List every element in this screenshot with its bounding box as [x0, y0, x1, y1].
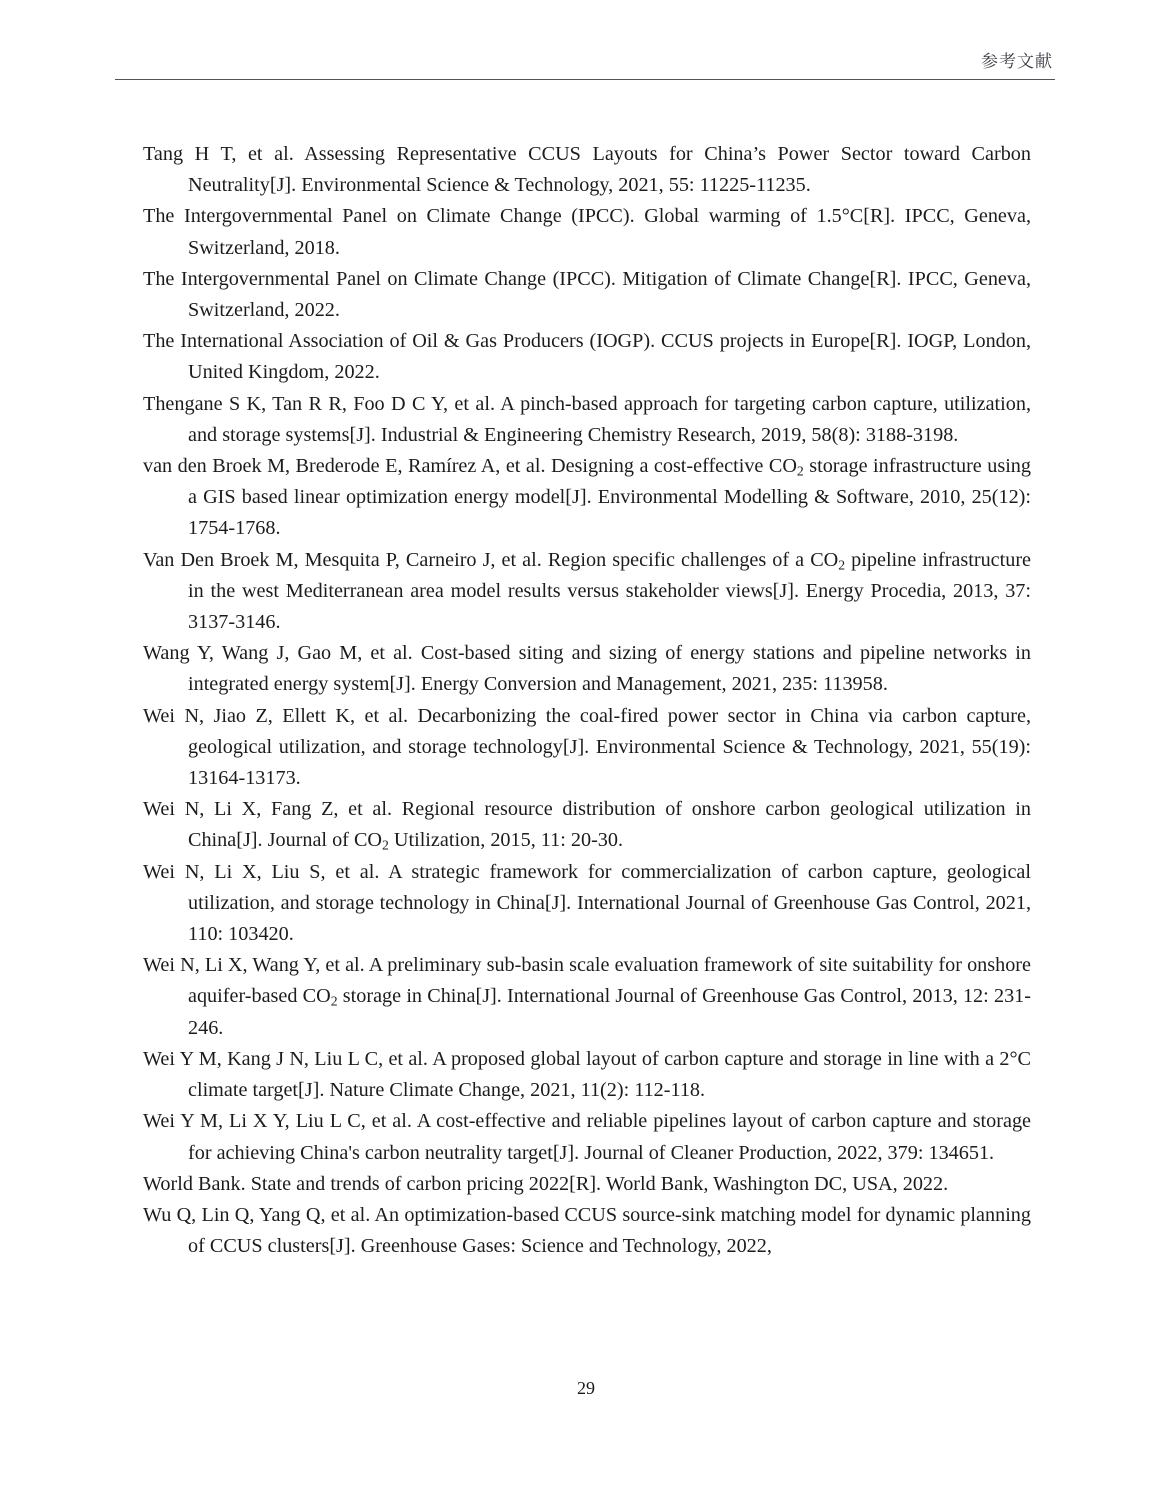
- ref-wei-ym-li: Wei Y M, Li X Y, Liu L C, et al. A cost-effective and reliable pipelines layout of carbon capture and storage for achieving China's carbon neutrality target[J]. Journal of Cleaner Production, 2022, 379: 134651.: [143, 1110, 1031, 1164]
- ref-wei-n-wang-y: Wei N, Li X, Wang Y, et al. A preliminary sub-basin scale evaluation framework of site suitability for onshore aquifer-based $CO_2$ storage in China[J]. International Journal of Greenhouse Gas Control, 2013, 12: 231-246.: [143, 954, 1031, 1039]
- ref-iogp: The International Association of Oil & Gas Producers (IOGP). CCUS projects in Europe[R]. IOGP, London, United Kingdom, 2022.: [143, 330, 1031, 384]
- running-header: [115, 52, 1055, 80]
- ref-wei-n-jiao: Wei N, Jiao Z, Ellett K, et al. Decarbonizing the coal-fired power sector in China via carbon capture, geological utilization, and storage technology[J]. Environmental Science & Technology, 2021, 55(19): 13164-13173.: [143, 704, 1031, 790]
- ref-van-den-broek-2010: van den Broek M, Brederode E, Ramírez A, et al. Designing a cost-effective $CO_2$ storage infrastructure using a GIS based linear optimization energy model[J]. Environmental Modelling & Software, 2010, 25(12): 1754-1768.: [143, 455, 1031, 540]
- ref-wei-n-liu-s: Wei N, Li X, Liu S, et al. A strategic framework for commercialization of carbon capture, geological utilization, and storage technology in China[J]. International Journal of Greenhouse Gas Control, 2021, 110: 103420.: [143, 860, 1031, 946]
- ref-wei-n-fang: Wei N, Li X, Fang Z, et al. Regional resource distribution of onshore carbon geological utilization in China[J]. Journal of $CO_2$ Utilization, 2015, 11: 20-30.: [143, 798, 1031, 854]
- header-title: 参考文献: [981, 52, 1053, 72]
- ref-wang-y: Wang Y, Wang J, Gao M, et al. Cost-based siting and sizing of energy stations and pipeline networks in integrated energy system[J]. Energy Conversion and Management, 2021, 235: 113958.: [143, 642, 1031, 696]
- page-footer: [0, 1378, 1172, 1399]
- ref-wei-ym-kang: Wei Y M, Kang J N, Liu L C, et al. A proposed global layout of carbon capture and storage in line with a 2°C climate target[J]. Nature Climate Change, 2021, 11(2): 112-118.: [143, 1047, 1031, 1102]
- ref-world-bank: World Bank. State and trends of carbon pricing 2022[R]. World Bank, Washington DC, USA, 2022.: [143, 1172, 949, 1195]
- page-number: 29: [577, 1378, 595, 1398]
- ref-wu-q: Wu Q, Lin Q, Yang Q, et al. An optimization-based CCUS source-sink matching model for dynamic planning of CCUS clusters[J]. Greenhouse Gases: Science and Technology, 2022,: [143, 1203, 1031, 1258]
- ref-tang-ht: Tang H T, et al. Assessing Representative CCUS Layouts for China’s Power Sector toward Carbon Neutrality[J]. Environmental Science & Technology, 2021, 55: 11225-11235.: [143, 143, 1031, 197]
- ref-thengane: Thengane S K, Tan R R, Foo D C Y, et al. A pinch-based approach for targeting carbon capture, utilization, and storage systems[J]. Industrial & Engineering Chemistry Research, 2019, 58(8): 3188-3198.: [143, 392, 1031, 446]
- header-rule: [115, 79, 1055, 80]
- ref-ipcc-mitigation: The Intergovernmental Panel on Climate Change (IPCC). Mitigation of Climate Change[R]. IPCC, Geneva, Switzerland, 2022.: [143, 267, 1031, 322]
- ref-van-den-broek-2013: Van Den Broek M, Mesquita P, Carneiro J, et al. Region specific challenges of a $CO_2$ pipeline infrastructure in the west Mediterranean area model results versus stakeholder views[J]. Energy Procedia, 2013, 37: 3137-3146.: [143, 548, 1032, 634]
- reference-list: [143, 139, 1031, 1262]
- ref-ipcc-global-warming: The Intergovernmental Panel on Climate Change (IPCC). Global warming of 1.5°C[R]. IPCC, Geneva, Switzerland, 2018.: [143, 205, 1031, 259]
